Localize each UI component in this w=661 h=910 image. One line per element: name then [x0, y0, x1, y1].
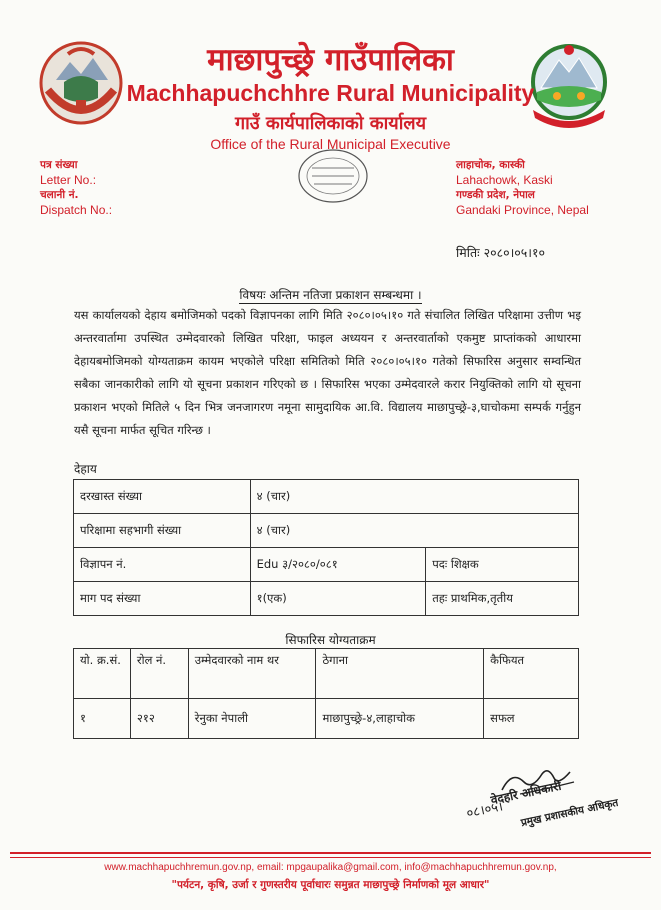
- letter-meta-right: [456, 158, 589, 218]
- table-row: [74, 699, 579, 739]
- participants-value: ४ (चार): [250, 514, 578, 548]
- applications-value: ४ (चार): [250, 480, 578, 514]
- table-header-row: [74, 649, 579, 699]
- footer-contact: www.machhapuchhremun.gov.np, email: mpgaupalika@gmail.com, info@machhapuchhremun.gov.np,: [104, 862, 557, 873]
- level-value: तहः प्राथमिक,तृतीय: [426, 582, 579, 616]
- footer-divider-thin: [10, 857, 651, 858]
- table-row: [74, 514, 579, 548]
- subject-line: [0, 286, 661, 303]
- office-stamp-icon: [296, 146, 370, 206]
- signatory-title: प्रमुख प्रशासकीय अधिकृत: [519, 796, 620, 830]
- vacancy-details-table: [73, 479, 579, 616]
- cell-serial: १: [74, 699, 131, 739]
- signatory-name: वेदहरि अधिकारी: [489, 778, 563, 808]
- letter-date: मितिः २०८०।०५।१०: [456, 245, 546, 260]
- dispatch-no-label: Dispatch No.:: [40, 203, 113, 217]
- letter-no-label-nepali: पत्र संख्या: [40, 159, 78, 171]
- letter-meta-left: [40, 158, 112, 218]
- location-nepali: लाहाचोक, कास्की: [456, 159, 525, 171]
- recommendation-table: [73, 648, 579, 739]
- province-english: Gandaki Province, Nepal: [456, 203, 589, 217]
- demand-value: १(एक): [250, 582, 426, 616]
- table-row: [74, 548, 579, 582]
- province-nepali: गण्डकी प्रदेश, नेपाल: [456, 189, 535, 201]
- dispatch-no-label-nepali: चलानी नं.: [40, 189, 79, 201]
- notice-body: यस कार्यालयको देहाय बमोजिमको पदको विज्ञापनका लागि मिति २०८०।०५।१० गते संचालित लिखित परिक्षामा उत्तीण भइ अन्तरवार्तामा उपस्थित उम्मेदवारको लिखित परिक्षा, फाइल अध्ययन र अन्तरवार्ताको एकमुष्ट प्राप्तांकको आधारमा देहायबमोजिमको योग्यताक्रम कायम भएकोले परिक्षा समितिको मिति २०८०।०५।१० गतेको सिफारिस अनुसार सम्वन्धित सबैका जानकारीको लागि यो सूचना प्रकाशन गरिएको छ । सिफारिस भएका उम्मेदवारले करार नियुक्तिको लागि यो सूचना प्रकाशन भएको मितिले ५ दिन भित्र जनजागरण नमूना सामुदायिक आ.वि. विद्यालय माछापुच्छ्रे-३,घाचोकमा सम्पर्क गर्नुहुन यसै सूचना मार्फत सूचित गरिन्छ ।: [74, 308, 581, 437]
- ad-no-label: विज्ञापन नं.: [74, 548, 251, 582]
- post-value: पदः शिक्षक: [426, 548, 579, 582]
- table-row: [74, 582, 579, 616]
- cell-address: माछापुच्छ्रे-४,लाहाचोक: [316, 699, 484, 739]
- ad-no-value: Edu ३/२०८०/०८१: [250, 548, 426, 582]
- footer-slogan: "पर्यटन, कृषि, उर्जा र गुणस्तरीय पूर्वाधारः समुन्नत माछापुच्छ्रे निर्माणको मूल आधार": [171, 879, 490, 891]
- letter-no-label: Letter No.:: [40, 173, 97, 187]
- subject-text: विषयः अन्तिम नतिजा प्रकाशन सम्बन्धमा ।: [239, 288, 422, 302]
- header-serial: यो. क्र.सं.: [74, 649, 131, 699]
- header-remarks: कैफियत: [484, 649, 579, 699]
- header-address: ठेगाना: [316, 649, 484, 699]
- applications-label: दरखास्त संख्या: [74, 480, 251, 514]
- municipality-title-english: Machhapuchchhre Rural Municipality: [126, 80, 535, 106]
- table-row: [74, 480, 579, 514]
- dehay-label: देहाय: [74, 462, 97, 476]
- office-title-english: Office of the Rural Municipal Executive: [210, 136, 451, 152]
- recommendation-title: सिफारिस योग्यताक्रम: [285, 633, 376, 647]
- location-english: Lahachowk, Kaski: [456, 173, 553, 187]
- office-title-nepali: गाउँ कार्यपालिकाको कार्यालय: [234, 113, 427, 134]
- demand-label: माग पद संख्या: [74, 582, 251, 616]
- header-roll-no: रोल नं.: [130, 649, 188, 699]
- footer-divider: [10, 852, 651, 854]
- signature-date: ०८।०५।: [465, 799, 505, 822]
- cell-candidate-name: रेनुका नेपाली: [188, 699, 316, 739]
- cell-roll-no: २१२: [130, 699, 188, 739]
- municipality-title-nepali: माछापुच्छ्रे गाउँपालिका: [207, 42, 454, 78]
- header-candidate-name: उम्मेदवारको नाम थर: [188, 649, 316, 699]
- participants-label: परिक्षामा सहभागी संख्या: [74, 514, 251, 548]
- cell-remarks: सफल: [484, 699, 579, 739]
